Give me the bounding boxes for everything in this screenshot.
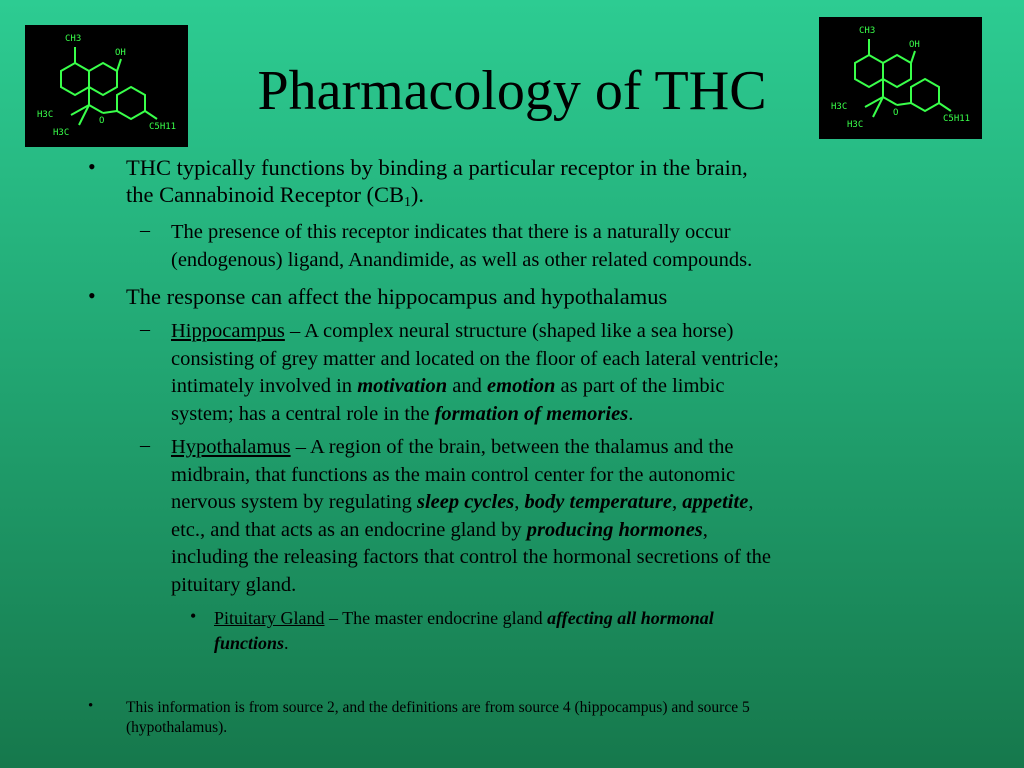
dash-marker: – (140, 219, 150, 241)
svg-text:CH3: CH3 (859, 26, 876, 36)
svg-text:H3C: H3C (831, 102, 848, 112)
bullet-marker: • (88, 154, 96, 179)
slide-title: Pharmacology of THC (257, 60, 767, 122)
term-pituitary: Pituitary Gland (214, 608, 325, 628)
subsubbullet-pituitary: Pituitary Gland – The master endocrine gland affecting all hormonal functions. (214, 608, 714, 653)
svg-text:C5H11: C5H11 (943, 114, 971, 124)
svg-text:O: O (99, 116, 105, 126)
term-hippocampus: Hippocampus (171, 320, 285, 342)
svg-text:C5H11: C5H11 (149, 122, 177, 132)
svg-text:H3C: H3C (847, 120, 864, 130)
bullet-line: the Cannabinoid Receptor $(CB_1)$. (126, 182, 424, 210)
source-note: This information is from source 2, and the definitions are from source 4 (hippocampus) and source 5 (hypothalamus). (126, 699, 750, 736)
bullet-thc-receptor (126, 154, 956, 208)
term-hypothalamus: Hypothalamus (171, 436, 291, 458)
bullet-marker: • (190, 606, 197, 626)
svg-text:CH3: CH3 (65, 34, 82, 44)
svg-text:O: O (893, 108, 899, 118)
bullet-marker: • (88, 283, 96, 308)
svg-text:H3C: H3C (37, 110, 54, 120)
subbullet-hippocampus: Hippocampus – A complex neural structure (shaped like a sea horse) consisting of grey matter and located on the floor of each lateral ventricle; intimately involved in motivation and emotion as part of the limbic system; has a central role in the formation of memories. (171, 320, 779, 425)
bullet-response: The response can affect the hippocampus and hypothalamus (126, 284, 668, 309)
svg-text:H3C: H3C (53, 128, 70, 138)
subbullet-hypothalamus: Hypothalamus – A region of the brain, between the thalamus and the midbrain, that functions as the main control center for the autonomic nervous system by regulating sleep cycles, body temperature, appetite, etc., and that acts as an endocrine gland by producing hormones, including the releasing factors that control the hormonal secretions of the pituitary gland. (171, 436, 772, 596)
subbullet-receptor-presence: The presence of this receptor indicates that there is a naturally occur (endogenous) ligand, Anandimide, as well as other related compounds. (171, 221, 753, 271)
svg-text:OH: OH (909, 40, 920, 50)
bullet-marker: • (88, 698, 94, 714)
dash-marker: – (140, 318, 150, 340)
svg-text:OH: OH (115, 48, 126, 58)
bullet-line: THC typically functions by binding a particular receptor in the brain, (126, 155, 748, 180)
dash-marker: – (140, 434, 150, 456)
